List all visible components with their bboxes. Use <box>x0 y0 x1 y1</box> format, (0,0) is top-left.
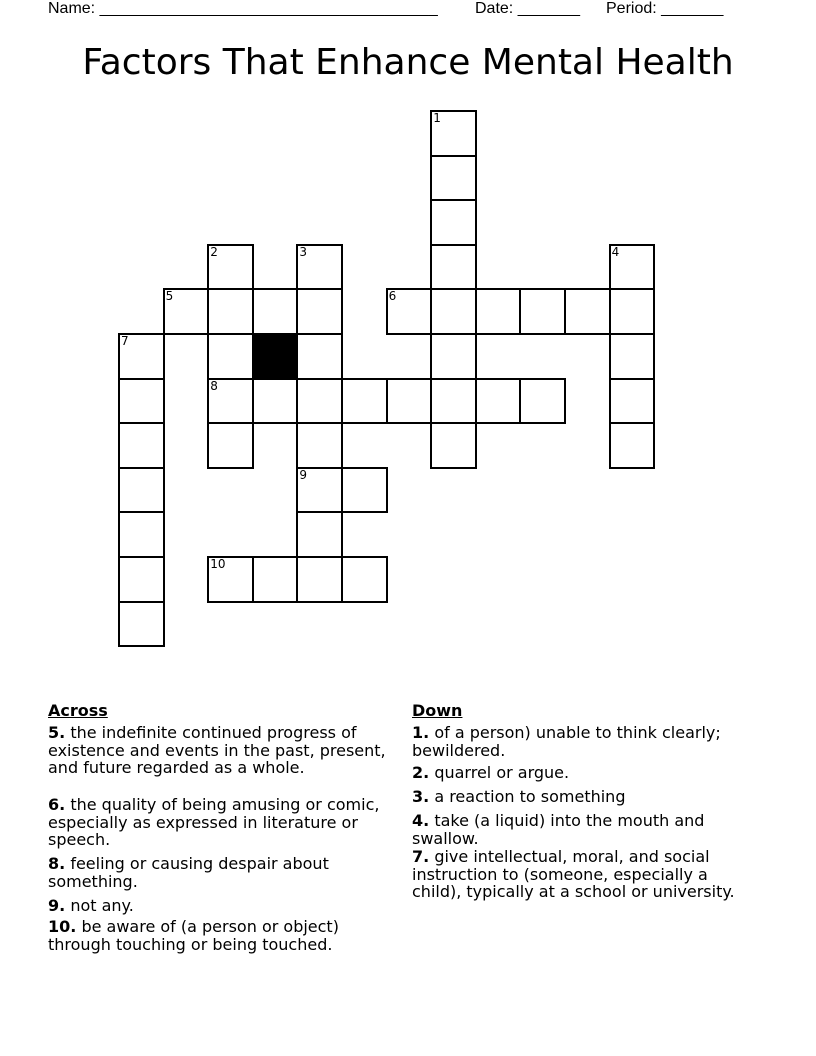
page-title: Factors That Enhance Mental Health <box>82 42 734 83</box>
clue-number: 1. <box>412 723 430 742</box>
grid-cell[interactable] <box>118 422 165 469</box>
clue-text: take (a liquid) into the mouth and swallow. <box>412 811 705 848</box>
grid-cell[interactable] <box>207 244 254 291</box>
clue-text: give intellectual, moral, and social instruction to (someone, especially a child), typically at a school or university. <box>412 847 735 901</box>
grid-cell[interactable] <box>296 422 343 469</box>
grid-cell[interactable] <box>430 199 477 246</box>
grid-cell[interactable] <box>430 333 477 380</box>
clue-number: 8. <box>48 854 66 873</box>
grid-cell[interactable] <box>207 333 254 380</box>
grid-cell[interactable] <box>430 422 477 469</box>
black-cell <box>252 333 299 380</box>
grid-cell[interactable] <box>118 601 165 648</box>
clue-across-10 <box>48 918 388 953</box>
clue-down-4 <box>412 812 752 847</box>
grid-cell[interactable] <box>118 378 165 425</box>
grid-cell[interactable] <box>430 155 477 202</box>
clue-across-5 <box>48 724 388 777</box>
clue-number: 4. <box>412 811 430 830</box>
clue-number: 3. <box>412 787 430 806</box>
cell-number: 1 <box>433 111 441 125</box>
grid-cell[interactable] <box>519 288 566 335</box>
grid-cell[interactable] <box>519 378 566 425</box>
date-field-label: Date: _______ <box>475 0 580 17</box>
clue-down-3 <box>412 788 752 806</box>
grid-cell[interactable] <box>252 556 299 603</box>
cell-number: 7 <box>121 334 129 348</box>
clue-text: feeling or causing despair about something. <box>48 854 329 891</box>
clue-text: be aware of (a person or object) through touching or being touched. <box>48 917 339 954</box>
grid-cell[interactable] <box>207 556 254 603</box>
grid-cell[interactable] <box>386 288 433 335</box>
grid-cell[interactable] <box>118 467 165 514</box>
grid-cell[interactable] <box>296 288 343 335</box>
cell-number: 6 <box>388 289 397 304</box>
across-clues <box>48 701 388 954</box>
cell-number: 2 <box>210 244 218 259</box>
clue-number: 6. <box>48 795 66 814</box>
grid-cell[interactable] <box>609 378 656 425</box>
cell-number: 3 <box>299 244 308 259</box>
grid-cell[interactable] <box>609 244 656 291</box>
clue-number: 10. <box>48 917 77 936</box>
grid-cell[interactable] <box>252 288 299 335</box>
grid-cell[interactable] <box>296 467 343 514</box>
grid-cell[interactable] <box>207 422 254 469</box>
grid-cell[interactable] <box>118 511 165 558</box>
grid-cell[interactable] <box>207 378 254 425</box>
grid-cell[interactable] <box>609 422 656 469</box>
clue-text: not any. <box>70 896 134 915</box>
down-heading: Down <box>412 701 463 720</box>
clue-text: the indefinite continued progress of existence and events in the past, present, and future regarded as a whole. <box>48 723 386 777</box>
grid-cell[interactable] <box>341 467 388 514</box>
name-field-label: Name: ______________________________________ <box>48 0 438 17</box>
clue-down-7 <box>412 848 752 901</box>
grid-cell[interactable] <box>430 244 477 291</box>
grid-cell[interactable] <box>430 110 477 157</box>
clue-text: of a person) unable to think clearly; bewildered. <box>412 723 721 760</box>
clue-text: the quality of being amusing or comic, especially as expressed in literature or speech. <box>48 795 380 849</box>
grid-cell[interactable] <box>296 244 343 291</box>
grid-cell[interactable] <box>296 333 343 380</box>
grid-cell[interactable] <box>475 288 522 335</box>
grid-cell[interactable] <box>207 288 254 335</box>
clue-across-6 <box>48 796 388 849</box>
grid-cell[interactable] <box>609 333 656 380</box>
clue-number: 9. <box>48 896 66 915</box>
grid-cell[interactable] <box>296 511 343 558</box>
clue-number: 5. <box>48 723 66 742</box>
grid-cell[interactable] <box>341 556 388 603</box>
grid-cell[interactable] <box>430 288 477 335</box>
grid-cell[interactable] <box>296 378 343 425</box>
grid-cell[interactable] <box>609 288 656 335</box>
cell-number: 10 <box>210 557 226 571</box>
grid-cell[interactable] <box>341 378 388 425</box>
grid-cell[interactable] <box>430 378 477 425</box>
clue-across-8 <box>48 855 388 890</box>
grid-cell[interactable] <box>475 378 522 425</box>
cell-number: 4 <box>611 244 620 259</box>
grid-cell[interactable] <box>118 556 165 603</box>
cell-number: 8 <box>210 378 218 393</box>
across-heading: Across <box>48 701 108 720</box>
grid-cell[interactable] <box>252 378 299 425</box>
grid-cell[interactable] <box>118 333 165 380</box>
cell-number: 9 <box>299 467 308 482</box>
clue-down-1 <box>412 724 752 759</box>
clue-text: quarrel or argue. <box>434 763 570 782</box>
clue-number: 7. <box>412 847 430 866</box>
clue-number: 2. <box>412 763 430 782</box>
grid-cell[interactable] <box>564 288 611 335</box>
grid-cell[interactable] <box>296 556 343 603</box>
grid-cell[interactable] <box>386 378 433 425</box>
clue-text: a reaction to something <box>434 787 626 806</box>
cell-number: 5 <box>165 289 174 304</box>
down-clues <box>412 701 752 901</box>
period-field-label: Period: _______ <box>606 0 724 17</box>
clue-across-9 <box>48 897 388 915</box>
grid-cell[interactable] <box>163 288 210 335</box>
clue-down-2 <box>412 764 752 782</box>
